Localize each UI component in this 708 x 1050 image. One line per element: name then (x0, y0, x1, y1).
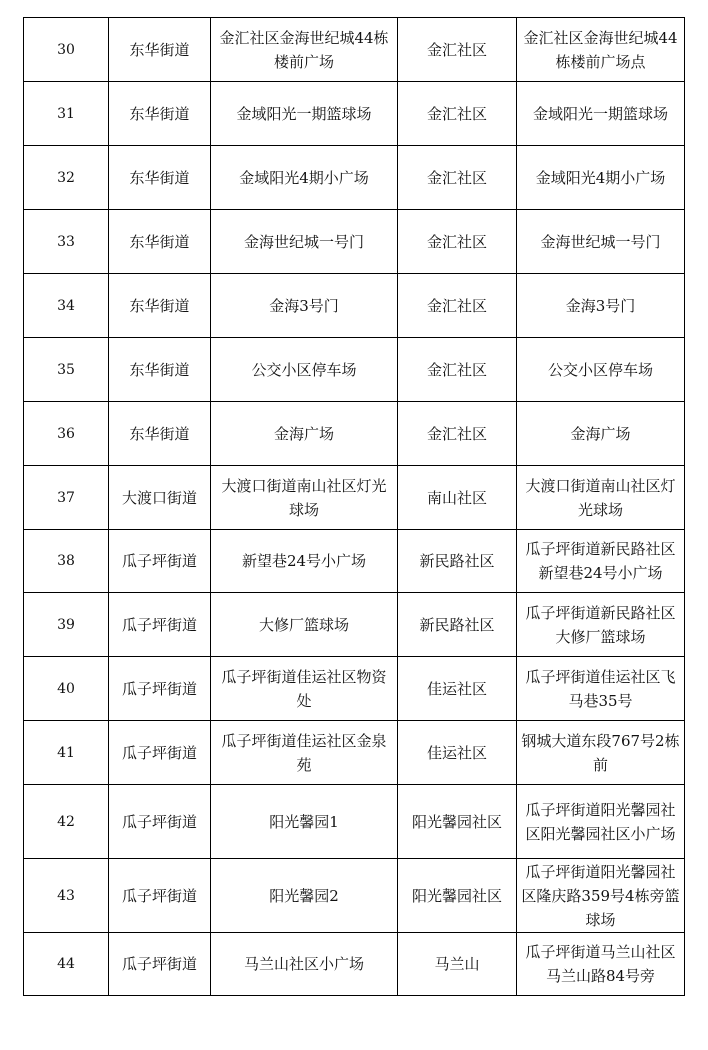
row-number: 42 (24, 785, 109, 859)
location-cell: 大渡口街道南山社区灯光球场 (211, 466, 398, 530)
community-cell: 金汇社区 (398, 338, 517, 402)
address-cell: 钢城大道东段767号2栋前 (517, 721, 685, 785)
community-cell: 南山社区 (398, 466, 517, 530)
street-cell: 瓜子坪街道 (109, 657, 211, 721)
row-number: 37 (24, 466, 109, 530)
street-cell: 瓜子坪街道 (109, 530, 211, 593)
table-row (24, 785, 685, 859)
row-number: 41 (24, 721, 109, 785)
community-cell: 金汇社区 (398, 274, 517, 338)
community-cell: 新民路社区 (398, 530, 517, 593)
table-row (24, 274, 685, 338)
community-cell: 金汇社区 (398, 18, 517, 82)
address-cell: 金海广场 (517, 402, 685, 466)
address-cell: 金海世纪城一号门 (517, 210, 685, 274)
street-cell: 瓜子坪街道 (109, 593, 211, 657)
row-number: 44 (24, 933, 109, 996)
street-cell: 瓜子坪街道 (109, 785, 211, 859)
community-cell: 阳光馨园社区 (398, 859, 517, 933)
row-number: 43 (24, 859, 109, 933)
row-number: 32 (24, 146, 109, 210)
community-cell: 阳光馨园社区 (398, 785, 517, 859)
location-cell: 瓜子坪街道佳运社区物资处 (211, 657, 398, 721)
street-cell: 东华街道 (109, 146, 211, 210)
community-cell: 佳运社区 (398, 657, 517, 721)
table-row (24, 530, 685, 593)
street-cell: 瓜子坪街道 (109, 859, 211, 933)
address-cell: 公交小区停车场 (517, 338, 685, 402)
street-cell: 东华街道 (109, 82, 211, 146)
address-cell: 大渡口街道南山社区灯光球场 (517, 466, 685, 530)
row-number: 39 (24, 593, 109, 657)
address-cell: 瓜子坪街道新民路社区大修厂篮球场 (517, 593, 685, 657)
table-row (24, 933, 685, 996)
street-cell: 东华街道 (109, 210, 211, 274)
address-cell: 金域阳光4期小广场 (517, 146, 685, 210)
location-cell: 金海世纪城一号门 (211, 210, 398, 274)
location-cell: 瓜子坪街道佳运社区金泉苑 (211, 721, 398, 785)
location-cell: 金汇社区金海世纪城44栋楼前广场 (211, 18, 398, 82)
sites-table-body (24, 18, 685, 996)
community-cell: 金汇社区 (398, 210, 517, 274)
community-cell: 金汇社区 (398, 402, 517, 466)
community-cell: 新民路社区 (398, 593, 517, 657)
table-row (24, 402, 685, 466)
address-cell: 金海3号门 (517, 274, 685, 338)
street-cell: 东华街道 (109, 18, 211, 82)
street-cell: 瓜子坪街道 (109, 721, 211, 785)
location-cell: 马兰山社区小广场 (211, 933, 398, 996)
street-cell: 大渡口街道 (109, 466, 211, 530)
street-cell: 东华街道 (109, 338, 211, 402)
location-cell: 金海广场 (211, 402, 398, 466)
row-number: 30 (24, 18, 109, 82)
table-row (24, 146, 685, 210)
community-cell: 金汇社区 (398, 146, 517, 210)
row-number: 34 (24, 274, 109, 338)
table-row (24, 338, 685, 402)
row-number: 33 (24, 210, 109, 274)
location-cell: 新望巷24号小广场 (211, 530, 398, 593)
row-number: 35 (24, 338, 109, 402)
sites-table (23, 17, 685, 996)
location-cell: 大修厂篮球场 (211, 593, 398, 657)
location-cell: 金域阳光4期小广场 (211, 146, 398, 210)
address-cell: 瓜子坪街道阳光馨园社区阳光馨园社区小广场 (517, 785, 685, 859)
community-cell: 佳运社区 (398, 721, 517, 785)
address-cell: 金域阳光一期篮球场 (517, 82, 685, 146)
table-row (24, 466, 685, 530)
row-number: 36 (24, 402, 109, 466)
street-cell: 瓜子坪街道 (109, 933, 211, 996)
address-cell: 金汇社区金海世纪城44栋楼前广场点 (517, 18, 685, 82)
address-cell: 瓜子坪街道马兰山社区马兰山路84号旁 (517, 933, 685, 996)
table-row (24, 657, 685, 721)
community-cell: 马兰山 (398, 933, 517, 996)
location-cell: 阳光馨园1 (211, 785, 398, 859)
table-row (24, 859, 685, 933)
community-cell: 金汇社区 (398, 82, 517, 146)
location-cell: 金海3号门 (211, 274, 398, 338)
location-cell: 阳光馨园2 (211, 859, 398, 933)
address-cell: 瓜子坪街道佳运社区飞马巷35号 (517, 657, 685, 721)
table-row (24, 82, 685, 146)
location-cell: 公交小区停车场 (211, 338, 398, 402)
address-cell: 瓜子坪街道阳光馨园社区隆庆路359号4栋旁篮球场 (517, 859, 685, 933)
row-number: 38 (24, 530, 109, 593)
table-row (24, 721, 685, 785)
address-cell: 瓜子坪街道新民路社区新望巷24号小广场 (517, 530, 685, 593)
street-cell: 东华街道 (109, 274, 211, 338)
location-cell: 金域阳光一期篮球场 (211, 82, 398, 146)
street-cell: 东华街道 (109, 402, 211, 466)
row-number: 40 (24, 657, 109, 721)
table-row (24, 210, 685, 274)
table-row (24, 593, 685, 657)
row-number: 31 (24, 82, 109, 146)
table-row (24, 18, 685, 82)
